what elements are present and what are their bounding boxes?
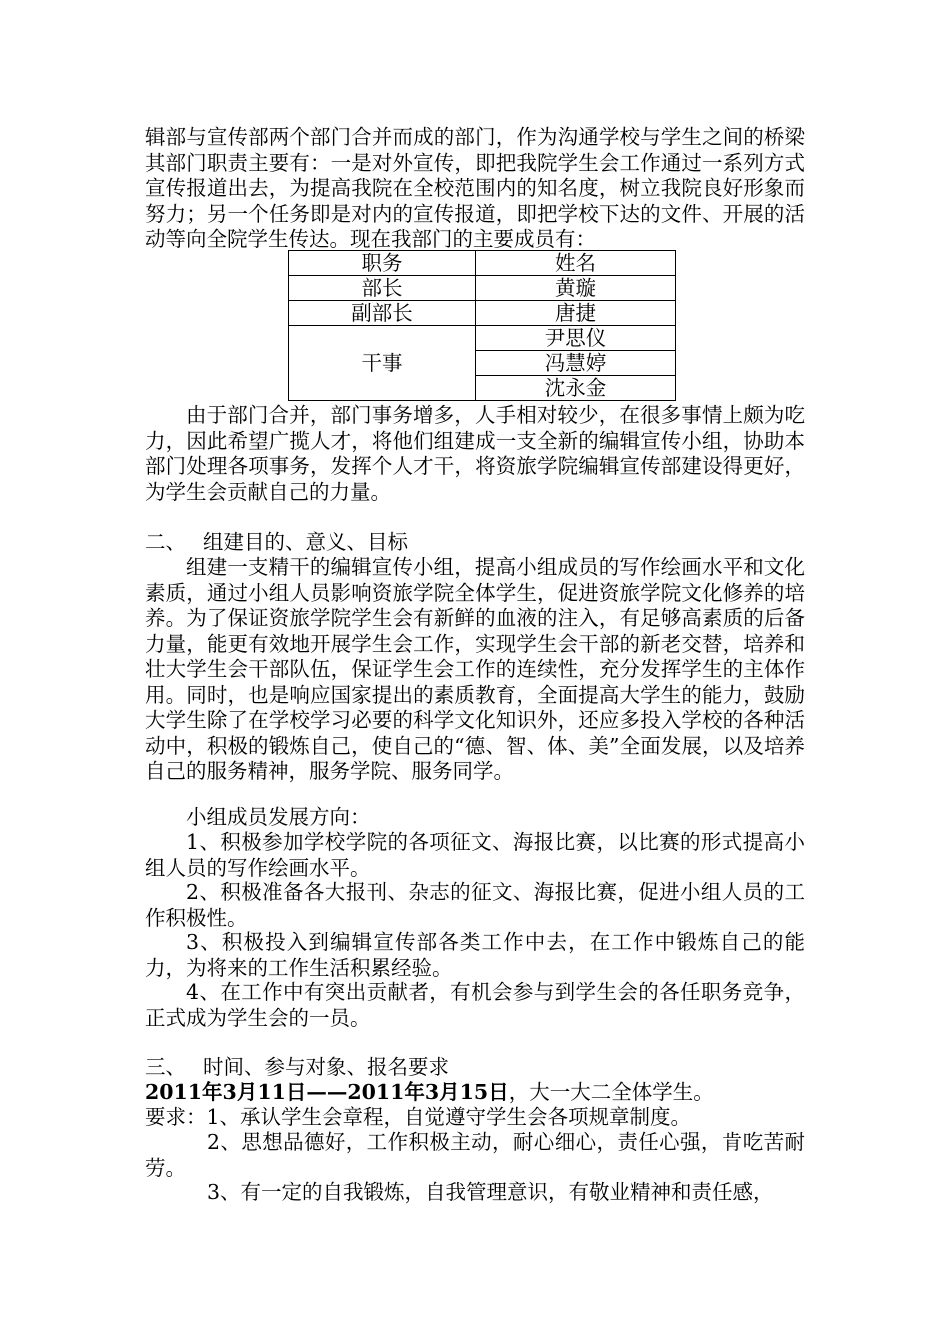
name-cell: 唐捷 — [476, 301, 676, 326]
section-2-heading — [145, 530, 408, 556]
staff-role-cell: 干事 — [289, 326, 476, 401]
requirement-1: 要求：1、承认学生会章程，自觉遵守学生会各项规章制度。 — [145, 1105, 692, 1129]
name-cell: 黄璇 — [476, 276, 676, 301]
section-3-number: 三、 — [145, 1055, 186, 1079]
role-cell: 部长 — [289, 276, 476, 301]
direction-item: 2、积极准备各大报刊、杂志的征文、海报比赛，促进小组人员的工作积极性。 — [145, 880, 805, 930]
section-2-title: 组建目的、意义、目标 — [203, 530, 408, 554]
section-2-body: 组建一支精干的编辑宣传小组，提高小组成员的写作绘画水平和文化素质，通过小组人员影响资旅学院全体学生，促进资旅学院文化修养的培养。为了保证资旅学院学生会有新鲜的血液的注入，有足够高素质的后备力量，能更有效地开展学生会工作，实现学生会干部的新老交替，培养和壮大学生会干部队伍，保证学生会工作的连续性，充分发挥学生的主体作用。同时，也是响应国家提出的素质教育，全面提高大学生的能力，鼓励大学生除了在学校学习必要的科学文化知识外，还应多投入学校的各种活动中，积极的锻炼自己，使自己的“德、智、体、美”全面发展，以及培养自己的服务精神，服务学院、服务同学。 — [145, 555, 805, 783]
audience-text: ，大一大二全体学生。 — [508, 1080, 714, 1104]
table-header-role: 职务 — [289, 251, 476, 276]
table-row — [289, 301, 676, 326]
name-cell: 冯慧婷 — [476, 351, 676, 376]
direction-item: 1、积极参加学校学院的各项征文、海报比赛，以比赛的形式提高小组人员的写作绘画水平。 — [145, 830, 805, 880]
requirement-3: 3、有一定的自我锻炼，自我管理意识，有敬业精神和责任感， — [207, 1180, 774, 1204]
section-3-date-line — [145, 1080, 805, 1106]
direction-title: 小组成员发展方向： — [186, 805, 371, 829]
requirement-2: 2、思想品德好，工作积极主动，耐心细心，责任心强，肯吃苦耐劳。 — [145, 1130, 805, 1180]
date-range: 2011年3月11日——2011年3月15日 — [145, 1080, 509, 1104]
member-table — [288, 250, 676, 401]
table-header-name: 姓名 — [476, 251, 676, 276]
role-cell: 副部长 — [289, 301, 476, 326]
section-3-title: 时间、参与对象、报名要求 — [203, 1055, 449, 1079]
table-row — [289, 326, 676, 351]
direction-item: 4、在工作中有突出贡献者，有机会参与到学生会的各任职务竞争，正式成为学生会的一员。 — [145, 980, 805, 1030]
name-cell: 尹思仪 — [476, 326, 676, 351]
section-2-number: 二、 — [145, 530, 186, 554]
section-3-heading — [145, 1055, 449, 1081]
direction-item: 3、积极投入到编辑宣传部各类工作中去，在工作中锻炼自己的能力，为将来的工作生活积累经验。 — [145, 930, 805, 980]
table-row — [289, 276, 676, 301]
table-header-row — [289, 251, 676, 276]
intro-paragraph: 辑部与宣传部两个部门合并而成的部门，作为沟通学校与学生之间的桥梁其部门职责主要有：一是对外宣传，即把我院学生会工作通过一系列方式宣传报道出去，为提高我院在全校范围内的知名度，树立我院良好形象而努力；另一个任务即是对内的宣传报道，即把学校下达的文件、开展的活动等向全院学生传达。现在我部门的主要成员有： — [145, 125, 805, 251]
merge-paragraph: 由于部门合并，部门事务增多，人手相对较少，在很多事情上颇为吃力，因此希望广揽人才，将他们组建成一支全新的编辑宣传小组，协助本部门处理各项事务，发挥个人才干，将资旅学院编辑宣传部建设得更好，为学生会贡献自己的力量。 — [145, 403, 805, 504]
name-cell: 沈永金 — [476, 376, 676, 401]
